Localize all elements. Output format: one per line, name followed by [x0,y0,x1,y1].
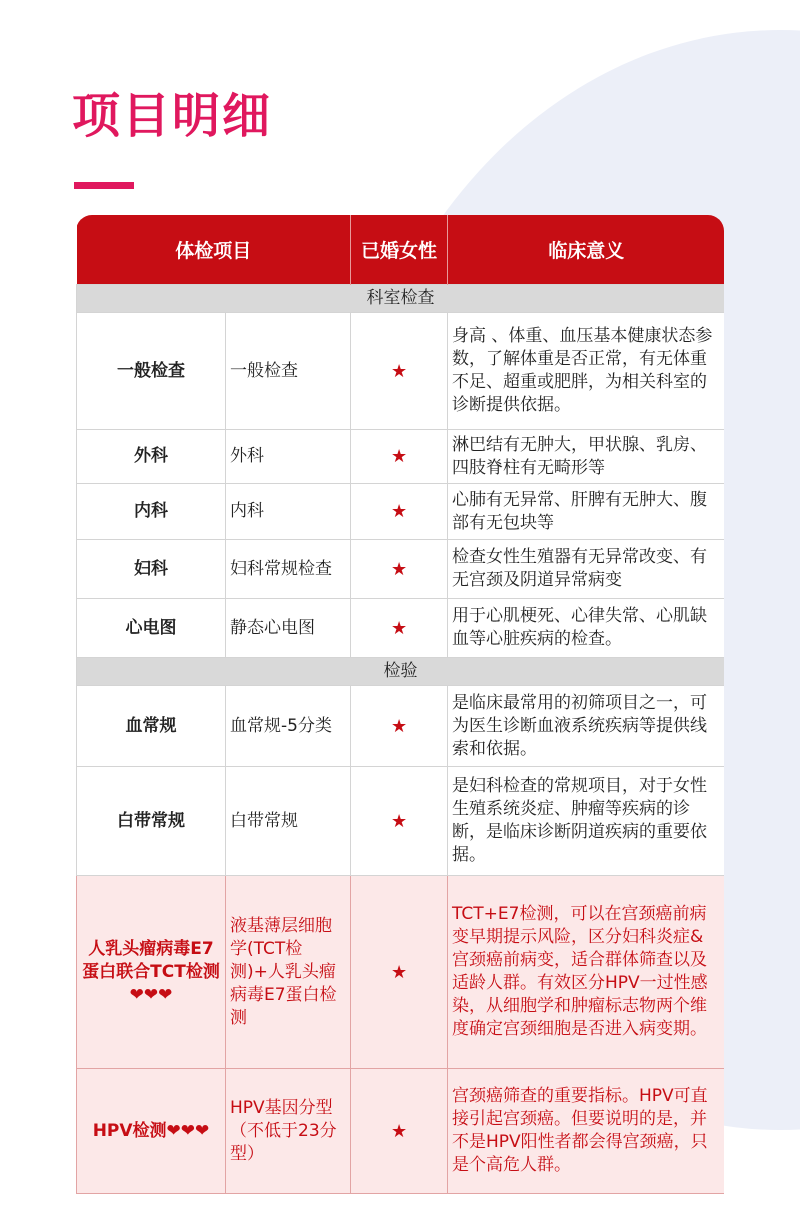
table-row [77,876,725,1069]
table-row [77,540,725,599]
clinical-meaning: 淋巴结有无肿大，甲状腺、乳房、四肢脊柱有无畸形等 [448,430,724,484]
clinical-meaning: 是妇科检查的常规项目，对于女性生殖系统炎症、肿瘤等疾病的诊断，是临床诊断阴道疾病的重要依据。 [448,767,724,876]
item-name: 心电图 [77,599,226,658]
item-name: 内科 [77,484,226,540]
section-label: 检验 [77,658,725,686]
married-mark: ★ [351,430,448,484]
header-exam-item: 体检项目 [77,215,351,285]
header-married-women: 已婚女性 [351,215,448,285]
item-detail: HPV基因分型（不低于23分型） [226,1069,351,1194]
title-underline [74,182,134,189]
table-header-row [77,215,725,285]
item-detail: 血常规-5分类 [226,686,351,767]
exam-items-table [76,215,724,1194]
item-name: 血常规 [77,686,226,767]
married-mark: ★ [351,484,448,540]
item-name: 妇科 [77,540,226,599]
clinical-meaning: 心肺有无异常、肝脾有无肿大、腹部有无包块等 [448,484,724,540]
item-name: HPV检测❤❤❤ [77,1069,226,1194]
clinical-meaning: 检查女性生殖器有无异常改变、有无宫颈及阴道异常病变 [448,540,724,599]
table-row [77,430,725,484]
clinical-meaning: 宫颈癌筛查的重要指标。HPV可直接引起宫颈癌。但要说明的是，并不是HPV阳性者都会得宫颈癌，只是个高危人群。 [448,1069,724,1194]
item-detail: 一般检查 [226,313,351,430]
table-row [77,313,725,430]
clinical-meaning: TCT+E7检测，可以在宫颈癌前病变早期提示风险，区分妇科炎症&宫颈癌前病变，适合群体筛查以及适龄人群。有效区分HPV一过性感染，从细胞学和肿瘤标志物两个维度确定宫颈细胞是否进入病变期。 [448,876,724,1069]
table-row [77,1069,725,1194]
item-name: 白带常规 [77,767,226,876]
item-detail: 白带常规 [226,767,351,876]
table-body [77,285,725,1194]
section-row [77,658,725,686]
table-row [77,484,725,540]
item-name: 一般检查 [77,313,226,430]
item-detail: 液基薄层细胞学(TCT检测)+人乳头瘤病毒E7蛋白检测 [226,876,351,1069]
married-mark: ★ [351,1069,448,1194]
married-mark: ★ [351,599,448,658]
clinical-meaning: 身高 、体重、血压基本健康状态参数，了解体重是否正常，有无体重不足、超重或肥胖，为相关科室的诊断提供依据。 [448,313,724,430]
item-detail: 内科 [226,484,351,540]
married-mark: ★ [351,540,448,599]
item-detail: 外科 [226,430,351,484]
page-title: 项目明细 [72,88,273,144]
section-label: 科室检查 [77,285,725,313]
clinical-meaning: 用于心肌梗死、心律失常、心肌缺血等心脏疾病的检查。 [448,599,724,658]
married-mark: ★ [351,767,448,876]
married-mark: ★ [351,876,448,1069]
married-mark: ★ [351,313,448,430]
table-row [77,686,725,767]
clinical-meaning: 是临床最常用的初筛项目之一，可为医生诊断血液系统疾病等提供线索和依据。 [448,686,724,767]
exam-table-card [76,215,724,1216]
table-row [77,767,725,876]
section-row [77,285,725,313]
item-detail: 静态心电图 [226,599,351,658]
married-mark: ★ [351,686,448,767]
item-name: 人乳头瘤病毒E7蛋白联合TCT检测❤❤❤ [77,876,226,1069]
table-row [77,599,725,658]
header-clinical-meaning: 临床意义 [448,215,724,285]
item-name: 外科 [77,430,226,484]
item-detail: 妇科常规检查 [226,540,351,599]
